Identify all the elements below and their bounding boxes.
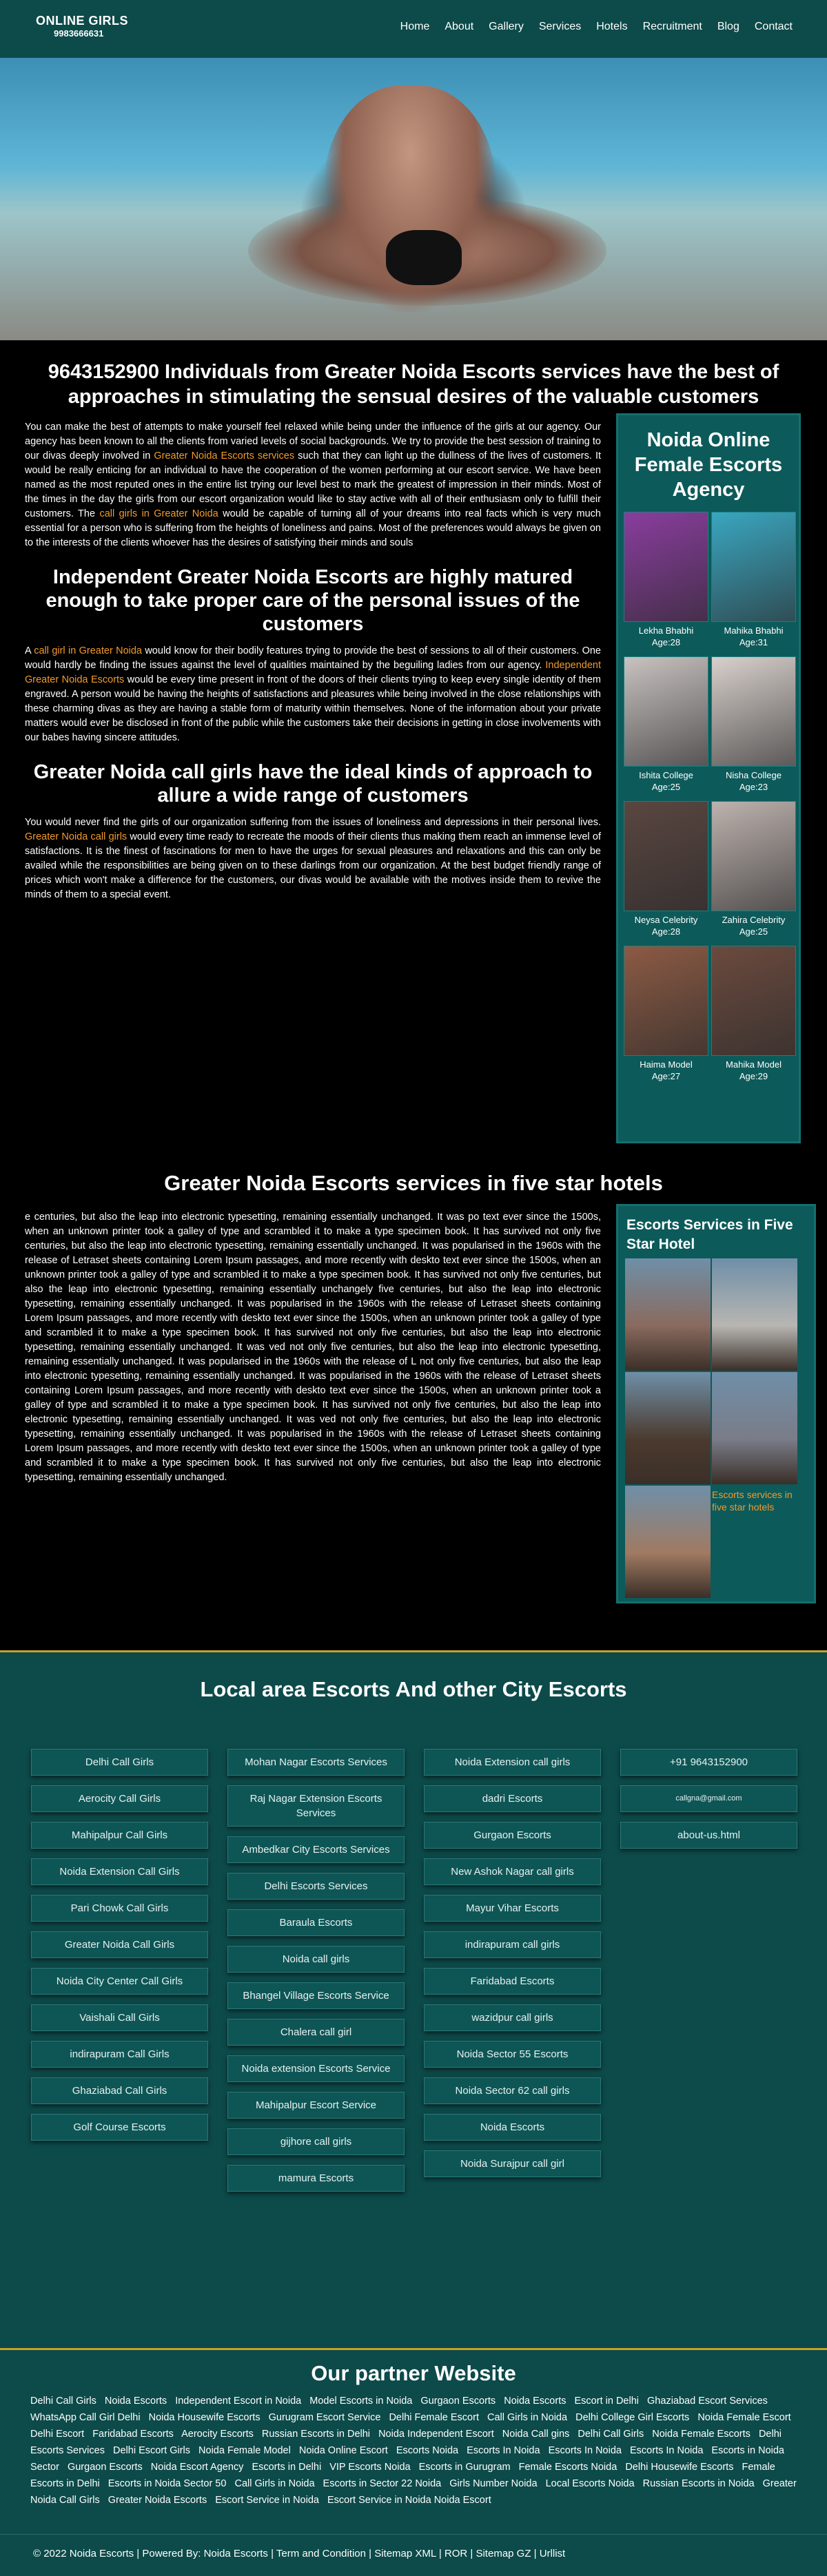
partner-link[interactable]: Noida Female Model: [198, 2445, 291, 2456]
partner-link[interactable]: Girls Number Noida: [449, 2478, 538, 2489]
profile-name: Nisha College: [726, 770, 782, 780]
independent-paragraph: [25, 644, 601, 745]
local-link-button[interactable]: New Ashok Nagar call girls: [424, 1858, 601, 1885]
partner-link[interactable]: Delhi Escort: [30, 2429, 85, 2440]
top-navbar: [0, 0, 827, 58]
partner-link[interactable]: Escorts in Delhi: [252, 2462, 322, 2473]
partner-link[interactable]: Noida Housewife Escorts: [148, 2412, 261, 2423]
partner-title: Our partner Website: [311, 2361, 516, 2385]
partner-links: [30, 2393, 801, 2509]
profile-age: Age:25: [651, 782, 681, 792]
local-link-button[interactable]: dadri Escorts: [424, 1785, 601, 1812]
partner-link[interactable]: Delhi Call Girls: [30, 2396, 96, 2407]
local-area-title: Local area Escorts And other City Escorts: [200, 1677, 627, 1701]
partner-link[interactable]: Escort Service in Noida Noida Escort: [327, 2495, 491, 2506]
hotel-broken-image-alt[interactable]: Escorts services in five star hotels: [712, 1489, 793, 1513]
partner-link[interactable]: Noida Escorts: [504, 2396, 566, 2407]
hotel-photo[interactable]: [712, 1258, 797, 1371]
partner-link[interactable]: Escorts In Noida: [548, 2445, 622, 2456]
hotels-grid: [618, 1258, 814, 1601]
local-links-col-4: [620, 1749, 797, 1858]
partner-link[interactable]: Independent Escort in Noida: [175, 2396, 302, 2407]
profile-name: Neysa Celebrity: [634, 915, 698, 925]
profile-photo[interactable]: [711, 801, 796, 911]
partner-link[interactable]: Ghaziabad Escort Services: [647, 2396, 768, 2407]
nav-blog[interactable]: Blog: [717, 21, 739, 32]
local-link-button[interactable]: Golf Course Escorts: [31, 2114, 208, 2141]
hotel-photo[interactable]: [625, 1372, 711, 1484]
partner-link[interactable]: Escorts Noida: [396, 2445, 459, 2456]
local-link-button[interactable]: gijhore call girls: [227, 2128, 405, 2155]
hotel-photo[interactable]: [625, 1258, 711, 1371]
page-title: 9643152900 Individuals from Greater Noida Escorts services have the best of approaches in stimulating the sensual desires of the valuable customers: [48, 361, 779, 408]
local-link-button[interactable]: Noida Sector 55 Escorts: [424, 2041, 601, 2068]
partner-link[interactable]: Noida Female Escorts: [652, 2429, 751, 2440]
text-span: A: [25, 645, 34, 656]
text-span: You would never find the girls of our organization suffering from the issues of loneliness and depressions in their personal lives.: [25, 817, 601, 828]
partner-link[interactable]: Local Escorts Noida: [545, 2478, 635, 2489]
partner-section: [0, 2348, 827, 2534]
local-link-button[interactable]: about-us.html: [620, 1822, 797, 1849]
local-link-button[interactable]: mamura Escorts: [227, 2165, 405, 2192]
text-span: such that they can light up the dullness of the lives of customers. It would be really enticing for an individual to have the cooperation of the women performing at our escort service. We have been named as the most reputed ones in the entire list trying our level best to mark the greatest of impression in their minds. Most of the times in the day the girls from our escort organization would like to stay active with all of their enthusiasm only to fulfill their customers. The: [25, 450, 601, 519]
five-star-paragraph: e centuries, but also the leap into electronic typesetting, remaining essentially unchanged. It was po text ever since the 1500s, when an unknown printer took a galley of type and scrambled it to make a type specimen book. It has survived not only five centuries, but also the leap into electronic typesetting, remaining essentially unchanged. It was popularised in the 1960s with the release of Letraset sheets containing Lorem Ipsum passages, and more recently with deskto text ever since the 1500s, when an unknown printer took a galley of type and scrambled it to make a type specimen book. It has survived not only five centuries, but also the leap into electronic typesetting, remaining essentially unchangely five centuries, but also the leap into electronic typesetting, remaining essentially unchanged. It was popularised in the 1960s with the release of Letraset sheets containing Lorem Ipsum passages, and more recently with deskto text ever since the 1500s, when an unknown printer took a galley of type and scrambled it to make a type specimen book. It has survived not only five centuries, but also the leap into electronic typesetting, remaining essentially unchanged. It was ved not only five centuries, but also the leap into electronic typesetting, remaining essentially unchanged. It was popularised in the 1960s with the release of L not only five centuries, but also the leap into electronic typesetting, remaining essentially unchanged. It was popularised in the 1960s with the release of Letraset sheets containing Lorem Ipsum passages, and more recently with deskto text ever since the 1500s, when an unknown printer took a galley of type and scrambled it to make a type specimen book. It has survived not only five centuries, but also the leap into electronic typesetting, remaining essentially unchanged. It was ved not only five centuries, but also the leap into electronic typesetting, remaining essentially unchanged. It was popularised in the 1960s with the release of Letraset sheets containing Lorem Ipsum passages, and more recently with deskto text ever since the 1500s, when an unknown printer took a galley of type and scrambled it to make a type specimen book. It has survived not only five centuries, but also the leap into electronic typesetting, remaining essentially unchanged.: [25, 1212, 601, 1483]
local-link-button[interactable]: Bhangel Village Escorts Service: [227, 1982, 405, 2009]
profile-photo[interactable]: [711, 512, 796, 622]
local-link-button[interactable]: Greater Noida Call Girls: [31, 1931, 208, 1958]
profile-card[interactable]: [624, 946, 708, 1086]
local-link-button[interactable]: Baraula Escorts: [227, 1909, 405, 1936]
local-link-button[interactable]: Delhi Escorts Services: [227, 1873, 405, 1900]
partner-link[interactable]: Russian Escorts in Noida: [642, 2478, 755, 2489]
partner-link[interactable]: Model Escorts in Noida: [309, 2396, 413, 2407]
section-heading-independent: Independent Greater Noida Escorts are highly matured enough to take proper care of the personal issues of the customers: [45, 566, 580, 635]
local-link-button[interactable]: Gurgaon Escorts: [424, 1822, 601, 1849]
link-call-girls-greater-noida[interactable]: call girls in Greater Noida: [99, 508, 218, 519]
profile-name: Zahira Celebrity: [722, 915, 786, 925]
profile-photo[interactable]: [624, 512, 708, 622]
local-link-button[interactable]: Faridabad Escorts: [424, 1968, 601, 1995]
partner-link[interactable]: Delhi Escort Girls: [113, 2445, 191, 2456]
partner-link[interactable]: Delhi Female Escort: [389, 2412, 479, 2423]
main-content: [25, 420, 601, 902]
partner-link[interactable]: VIP Escorts Noida: [329, 2462, 411, 2473]
partner-link[interactable]: WhatsApp Call Girl Delhi: [30, 2412, 141, 2423]
profile-photo[interactable]: [624, 946, 708, 1056]
footer: [0, 2534, 827, 2576]
profiles-sidebar: [616, 413, 801, 1143]
hotels-sidebar: [616, 1204, 816, 1603]
profile-name: Mahika Bhabhi: [724, 625, 784, 636]
local-link-button[interactable]: Noida Surajpur call girl: [424, 2150, 601, 2177]
logo-phone: 9983666631: [54, 28, 104, 39]
logo-title: ONLINE GIRLS: [36, 14, 129, 28]
local-link-button[interactable]: Noida Sector 62 call girls: [424, 2077, 601, 2104]
profile-name: Lekha Bhabhi: [638, 625, 694, 636]
local-area-section: [0, 1652, 827, 2348]
local-link-button[interactable]: Mohan Nagar Escorts Services: [227, 1749, 405, 1776]
sidebar-title: Noida Online Female Escorts Agency: [634, 429, 783, 501]
partner-link[interactable]: Gurugram Escort Service: [268, 2412, 381, 2423]
partner-link[interactable]: Noida Escort Agency: [150, 2462, 244, 2473]
local-link-button[interactable]: Vaishali Call Girls: [31, 2004, 208, 2031]
link-greater-noida-call-girls[interactable]: Greater Noida call girls: [25, 831, 127, 842]
nav-about[interactable]: About: [445, 21, 474, 32]
partner-link[interactable]: Greater Noida Escorts: [108, 2495, 207, 2506]
local-link-button[interactable]: +91 9643152900: [620, 1749, 797, 1776]
local-link-button[interactable]: Noida City Center Call Girls: [31, 1968, 208, 1995]
nav-contact[interactable]: Contact: [754, 21, 793, 32]
profile-age: Age:25: [739, 926, 768, 937]
partner-link[interactable]: Delhi Escorts Services: [30, 2429, 782, 2456]
partner-link[interactable]: Escorts In Noida: [630, 2445, 704, 2456]
partner-link[interactable]: Noida Independent Escort: [378, 2429, 494, 2440]
local-link-button[interactable]: Mayur Vihar Escorts: [424, 1895, 601, 1922]
nav-recruitment[interactable]: Recruitment: [642, 21, 702, 32]
local-link-button[interactable]: indirapuram Call Girls: [31, 2041, 208, 2068]
local-link-button[interactable]: wazidpur call girls: [424, 2004, 601, 2031]
profile-photo[interactable]: [624, 656, 708, 767]
profile-photo[interactable]: [711, 656, 796, 767]
partner-link[interactable]: Noida Call gins: [502, 2429, 570, 2440]
local-links-col-3: [424, 1749, 601, 2187]
site-logo[interactable]: [36, 14, 128, 39]
local-link-button[interactable]: Noida extension Escorts Service: [227, 2055, 405, 2082]
partner-link[interactable]: Escorts in Gurugram: [418, 2462, 511, 2473]
profile-age: Age:27: [651, 1071, 681, 1081]
profile-age: Age:31: [739, 637, 768, 647]
nav-gallery[interactable]: Gallery: [489, 21, 524, 32]
text-span: would be capable of turning all of your dreams into real facts which is very much essential for a person who is suffering from the heights of loneliness and pains. Most of the preferences would always be given on to the interests of the clients whoever has the desires of satisfying their minds and souls: [25, 508, 601, 548]
partner-link[interactable]: Delhi Housewife Escorts: [625, 2462, 734, 2473]
profile-name: Mahika Model: [726, 1059, 782, 1070]
partner-link[interactable]: Delhi College Girl Escorts: [575, 2412, 690, 2423]
partner-link[interactable]: Gurgaon Escorts: [420, 2396, 496, 2407]
local-link-button[interactable]: callgna@gmail.com: [620, 1785, 797, 1812]
partner-link[interactable]: Escort in Delhi: [574, 2396, 639, 2407]
partner-link[interactable]: Escort Service in Noida: [215, 2495, 319, 2506]
hero-figure-suit: [386, 230, 462, 285]
partner-link[interactable]: Delhi Call Girls: [578, 2429, 644, 2440]
local-link-button[interactable]: Noida Escorts: [424, 2114, 601, 2141]
text-span: would know for their bodily features trying to provide the best of sessions to all of their customers. One would hardly be finding the issues against the level of qualities maintained by the beguiling ladies from our agency.: [25, 645, 601, 671]
profile-age: Age:23: [739, 782, 768, 792]
partner-link[interactable]: Russian Escorts in Delhi: [261, 2429, 371, 2440]
local-link-button[interactable]: Aerocity Call Girls: [31, 1785, 208, 1812]
five-star-heading: Greater Noida Escorts services in five star hotels: [164, 1171, 663, 1195]
text-span: You can make the best of attempts to make yourself feel relaxed while being under the influence of the girls at our agency. Our agency has been known to all the clients from varied levels of social backgrounds. We try to provide the best session of training to our divas deeply involved in: [25, 422, 601, 461]
partner-link[interactable]: Escorts in Noida Sector: [30, 2445, 784, 2473]
local-link-button[interactable]: Noida Extension Call Girls: [31, 1858, 208, 1885]
profile-card[interactable]: [624, 512, 708, 652]
link-call-girl-greater-noida[interactable]: call girl in Greater Noida: [34, 645, 142, 656]
partner-link[interactable]: Noida Escorts: [104, 2396, 167, 2407]
profile-card[interactable]: [711, 946, 796, 1086]
local-link-button[interactable]: Mahipalpur Call Girls: [31, 1822, 208, 1849]
partner-link[interactable]: Greater Noida Call Girls: [30, 2478, 797, 2506]
local-links-col-1: [31, 1749, 208, 2150]
nav-services[interactable]: Services: [538, 21, 582, 32]
partner-link[interactable]: Escorts in Sector 22 Noida: [323, 2478, 442, 2489]
profile-photo[interactable]: [624, 801, 708, 911]
main-nav: [400, 21, 793, 33]
five-star-content: [25, 1210, 601, 1485]
profile-photo[interactable]: [711, 946, 796, 1056]
local-link-button[interactable]: Raj Nagar Extension Escorts Services: [227, 1785, 405, 1827]
profile-card[interactable]: [711, 512, 796, 652]
profile-card[interactable]: [711, 656, 796, 797]
profiles-grid: [618, 512, 799, 1086]
partner-link[interactable]: Female Escorts Noida: [518, 2462, 617, 2473]
text-span: would every time ready to recreate the moods of their clients thus making them reach an immense level of satisfactions. It is the finest of fascinations for men to have the urges for sexual pleasures and relaxations and this can only be availed while the responsibilities are being given on to these darlings from our organization. At the best budget friendly range of prices which won't make a difference for the customers, our divas would be available with the motives inside them to revive the minds of them to a special event.: [25, 831, 601, 900]
partner-link[interactable]: Escorts In Noida: [467, 2445, 540, 2456]
partner-link[interactable]: Female Escorts in Delhi: [30, 2462, 775, 2489]
footer-text: © 2022 Noida Escorts | Powered By: Noida Escorts | Term and Condition | Sitemap XML | ROR | Sitemap GZ | Urllist: [33, 2548, 566, 2559]
hotels-sidebar-title: Escorts Services in Five Star Hotel: [626, 1217, 793, 1252]
partner-link[interactable]: Gurgaon Escorts: [67, 2462, 143, 2473]
local-link-button[interactable]: indirapuram call girls: [424, 1931, 601, 1958]
partner-link[interactable]: Noida Female Escort: [697, 2412, 791, 2423]
profile-card[interactable]: [711, 801, 796, 942]
link-greater-noida-escorts-services[interactable]: Greater Noida Escorts services: [154, 450, 295, 461]
partner-link[interactable]: Noida Online Escort: [298, 2445, 388, 2456]
profile-card[interactable]: [624, 656, 708, 797]
nav-hotels[interactable]: Hotels: [596, 21, 628, 32]
partner-link[interactable]: Aerocity Escorts: [181, 2429, 254, 2440]
text-span: would be every time present in front of the doors of their clients trying to keep every single identity of them engraved. A person would be having the heights of satisfactions and pleasures while being involved in the close relationships with these charming divas as they are having a stable form of maturity within themselves. None of the information about your private matters would ever be disclosed in front of the public while the customers take their decisions in getting in close involvements with our babes having sincere attitudes.: [25, 674, 601, 743]
local-link-button[interactable]: Chalera call girl: [227, 2019, 405, 2046]
partner-link[interactable]: Call Girls in Noida: [487, 2412, 568, 2423]
local-links-col-2: [227, 1749, 405, 2201]
local-link-button[interactable]: Delhi Call Girls: [31, 1749, 208, 1776]
link-independent-escorts[interactable]: Independent Greater Noida Escorts: [25, 660, 601, 685]
local-link-button[interactable]: Ghaziabad Call Girls: [31, 2077, 208, 2104]
local-link-button[interactable]: Mahipalpur Escort Service: [227, 2092, 405, 2119]
partner-link[interactable]: Call Girls in Noida: [234, 2478, 315, 2489]
local-link-button[interactable]: Noida call girls: [227, 1946, 405, 1973]
section-heading-call-girls: Greater Noida call girls have the ideal kinds of approach to allure a wide range of customers: [33, 761, 593, 807]
hotel-photo[interactable]: [625, 1486, 711, 1598]
local-link-button[interactable]: Pari Chowk Call Girls: [31, 1895, 208, 1922]
hotel-photo[interactable]: [712, 1372, 797, 1484]
call-girls-paragraph: [25, 816, 601, 902]
hero-banner-image: [0, 58, 827, 340]
profile-name: Ishita College: [639, 770, 693, 780]
local-link-button[interactable]: Noida Extension call girls: [424, 1749, 601, 1776]
profile-name: Haima Model: [640, 1059, 693, 1070]
partner-link[interactable]: Escorts in Noida Sector 50: [108, 2478, 227, 2489]
profile-age: Age:28: [651, 637, 681, 647]
profile-card[interactable]: [624, 801, 708, 942]
local-link-button[interactable]: Ambedkar City Escorts Services: [227, 1836, 405, 1863]
partner-link[interactable]: Faridabad Escorts: [92, 2429, 174, 2440]
nav-home[interactable]: Home: [400, 21, 430, 32]
intro-paragraph: [25, 420, 601, 550]
profile-age: Age:29: [739, 1071, 768, 1081]
profile-age: Age:28: [651, 926, 681, 937]
